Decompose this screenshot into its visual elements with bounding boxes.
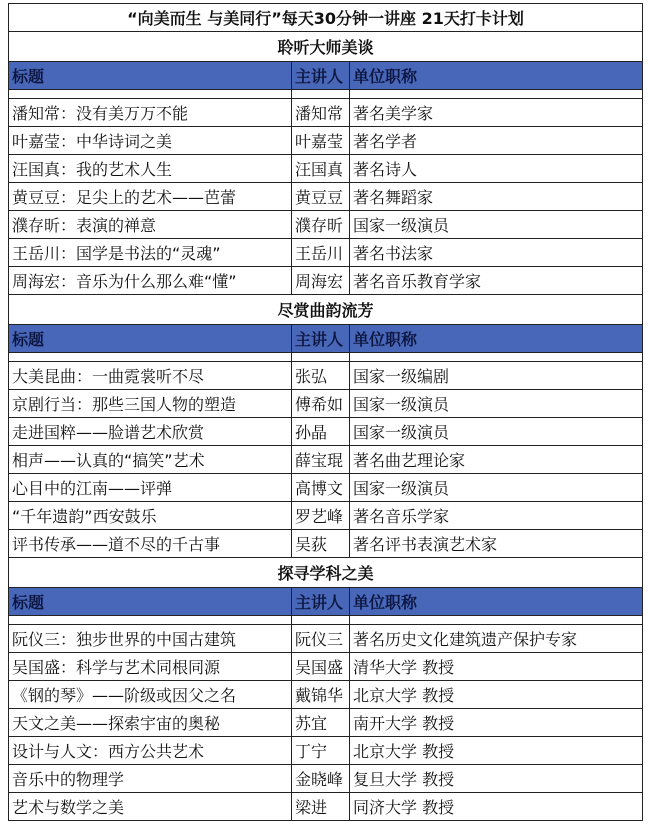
table-row xyxy=(9,765,643,793)
table-row xyxy=(9,530,643,558)
section-title: 聆听大师美谈 xyxy=(9,32,643,62)
spacer-cell xyxy=(9,353,292,362)
header-title: 标题 xyxy=(9,588,292,616)
table-row xyxy=(9,99,643,127)
table-row xyxy=(9,155,643,183)
speaker-cell: 王岳川 xyxy=(292,239,350,267)
lecture-title-cell: 走进国粹——脸谱艺术欣赏 xyxy=(9,418,292,446)
speaker-cell: 黄豆豆 xyxy=(292,183,350,211)
table-row xyxy=(9,211,643,239)
speaker-cell: 戴锦华 xyxy=(292,681,350,709)
lecture-title-cell: 濮存昕：表演的禅意 xyxy=(9,211,292,239)
position-cell: 著名书法家 xyxy=(350,239,643,267)
table-row xyxy=(9,737,643,765)
schedule-table xyxy=(8,3,643,821)
column-header-row xyxy=(9,62,643,90)
table-row xyxy=(9,362,643,390)
speaker-cell: 张弘 xyxy=(292,362,350,390)
speaker-cell: 潘知常 xyxy=(292,99,350,127)
section-row xyxy=(9,295,643,325)
position-cell: 国家一级演员 xyxy=(350,390,643,418)
header-position: 单位职称 xyxy=(350,325,643,353)
lecture-title-cell: 天文之美——探索宇宙的奥秘 xyxy=(9,709,292,737)
schedule-table-body xyxy=(9,4,643,821)
position-cell: 北京大学 教授 xyxy=(350,737,643,765)
table-row xyxy=(9,653,643,681)
lecture-title-cell: 吴国盛：科学与艺术同根同源 xyxy=(9,653,292,681)
lecture-title-cell: 艺术与数学之美 xyxy=(9,793,292,821)
table-row xyxy=(9,474,643,502)
column-header-row xyxy=(9,588,643,616)
header-speaker: 主讲人 xyxy=(292,325,350,353)
section-title: 尽赏曲韵流芳 xyxy=(9,295,643,325)
header-title: 标题 xyxy=(9,325,292,353)
speaker-cell: 濮存昕 xyxy=(292,211,350,239)
table-row xyxy=(9,267,643,295)
lecture-title-cell: 阮仪三：独步世界的中国古建筑 xyxy=(9,625,292,653)
table-title-row xyxy=(9,4,643,32)
lecture-title-cell: 黄豆豆：足尖上的艺术——芭蕾 xyxy=(9,183,292,211)
speaker-cell: 傅希如 xyxy=(292,390,350,418)
spacer-cell xyxy=(350,353,643,362)
speaker-cell: 周海宏 xyxy=(292,267,350,295)
spacer-cell xyxy=(9,90,292,99)
table-row xyxy=(9,681,643,709)
lecture-title-cell: 评书传承——道不尽的千古事 xyxy=(9,530,292,558)
lecture-title-cell: 心目中的江南——评弹 xyxy=(9,474,292,502)
position-cell: 国家一级演员 xyxy=(350,418,643,446)
table-row xyxy=(9,709,643,737)
position-cell: 著名曲艺理论家 xyxy=(350,446,643,474)
spacer-cell xyxy=(9,616,292,625)
speaker-cell: 薛宝琨 xyxy=(292,446,350,474)
spacer-row xyxy=(9,90,643,99)
position-cell: 著名诗人 xyxy=(350,155,643,183)
table-row xyxy=(9,418,643,446)
speaker-cell: 丁宁 xyxy=(292,737,350,765)
position-cell: 著名美学家 xyxy=(350,99,643,127)
lecture-title-cell: 大美昆曲：一曲霓裳听不尽 xyxy=(9,362,292,390)
lecture-title-cell: “千年遗韵”西安鼓乐 xyxy=(9,502,292,530)
position-cell: 著名舞蹈家 xyxy=(350,183,643,211)
spacer-cell xyxy=(292,353,350,362)
table-row xyxy=(9,446,643,474)
spacer-cell xyxy=(292,90,350,99)
spacer-row xyxy=(9,616,643,625)
speaker-cell: 罗艺峰 xyxy=(292,502,350,530)
position-cell: 清华大学 教授 xyxy=(350,653,643,681)
position-cell: 同济大学 教授 xyxy=(350,793,643,821)
position-cell: 国家一级演员 xyxy=(350,474,643,502)
spacer-cell xyxy=(350,616,643,625)
table-row xyxy=(9,239,643,267)
position-cell: 国家一级编剧 xyxy=(350,362,643,390)
lecture-title-cell: 相声——认真的“搞笑”艺术 xyxy=(9,446,292,474)
table-row xyxy=(9,502,643,530)
speaker-cell: 金晓峰 xyxy=(292,765,350,793)
position-cell: 著名历史文化建筑遗产保护专家 xyxy=(350,625,643,653)
spacer-cell xyxy=(350,90,643,99)
lecture-title-cell: 设计与人文：西方公共艺术 xyxy=(9,737,292,765)
position-cell: 国家一级演员 xyxy=(350,211,643,239)
header-position: 单位职称 xyxy=(350,588,643,616)
speaker-cell: 梁进 xyxy=(292,793,350,821)
section-row xyxy=(9,32,643,62)
speaker-cell: 汪国真 xyxy=(292,155,350,183)
header-speaker: 主讲人 xyxy=(292,588,350,616)
table-row xyxy=(9,183,643,211)
column-header-row xyxy=(9,325,643,353)
lecture-title-cell: 音乐中的物理学 xyxy=(9,765,292,793)
spacer-row xyxy=(9,353,643,362)
spacer-cell xyxy=(292,616,350,625)
position-cell: 著名音乐学家 xyxy=(350,502,643,530)
table-title: “向美而生 与美同行”每天30分钟一讲座 21天打卡计划 xyxy=(9,4,643,32)
speaker-cell: 吴国盛 xyxy=(292,653,350,681)
lecture-title-cell: 汪国真：我的艺术人生 xyxy=(9,155,292,183)
lecture-title-cell: 潘知常：没有美万万不能 xyxy=(9,99,292,127)
speaker-cell: 孙晶 xyxy=(292,418,350,446)
position-cell: 著名评书表演艺术家 xyxy=(350,530,643,558)
header-speaker: 主讲人 xyxy=(292,62,350,90)
section-row xyxy=(9,558,643,588)
header-title: 标题 xyxy=(9,62,292,90)
lecture-title-cell: 叶嘉莹：中华诗词之美 xyxy=(9,127,292,155)
lecture-title-cell: 《钢的琴》——阶级或因父之名 xyxy=(9,681,292,709)
position-cell: 著名学者 xyxy=(350,127,643,155)
speaker-cell: 阮仪三 xyxy=(292,625,350,653)
table-row xyxy=(9,793,643,821)
table-row xyxy=(9,390,643,418)
header-position: 单位职称 xyxy=(350,62,643,90)
lecture-title-cell: 王岳川：国学是书法的“灵魂” xyxy=(9,239,292,267)
section-title: 探寻学科之美 xyxy=(9,558,643,588)
position-cell: 南开大学 教授 xyxy=(350,709,643,737)
table-row xyxy=(9,625,643,653)
speaker-cell: 叶嘉莹 xyxy=(292,127,350,155)
table-row xyxy=(9,127,643,155)
lecture-title-cell: 周海宏：音乐为什么那么难“懂” xyxy=(9,267,292,295)
position-cell: 北京大学 教授 xyxy=(350,681,643,709)
speaker-cell: 苏宜 xyxy=(292,709,350,737)
speaker-cell: 吴荻 xyxy=(292,530,350,558)
speaker-cell: 高博文 xyxy=(292,474,350,502)
lecture-title-cell: 京剧行当：那些三国人物的塑造 xyxy=(9,390,292,418)
position-cell: 著名音乐教育学家 xyxy=(350,267,643,295)
position-cell: 复旦大学 教授 xyxy=(350,765,643,793)
